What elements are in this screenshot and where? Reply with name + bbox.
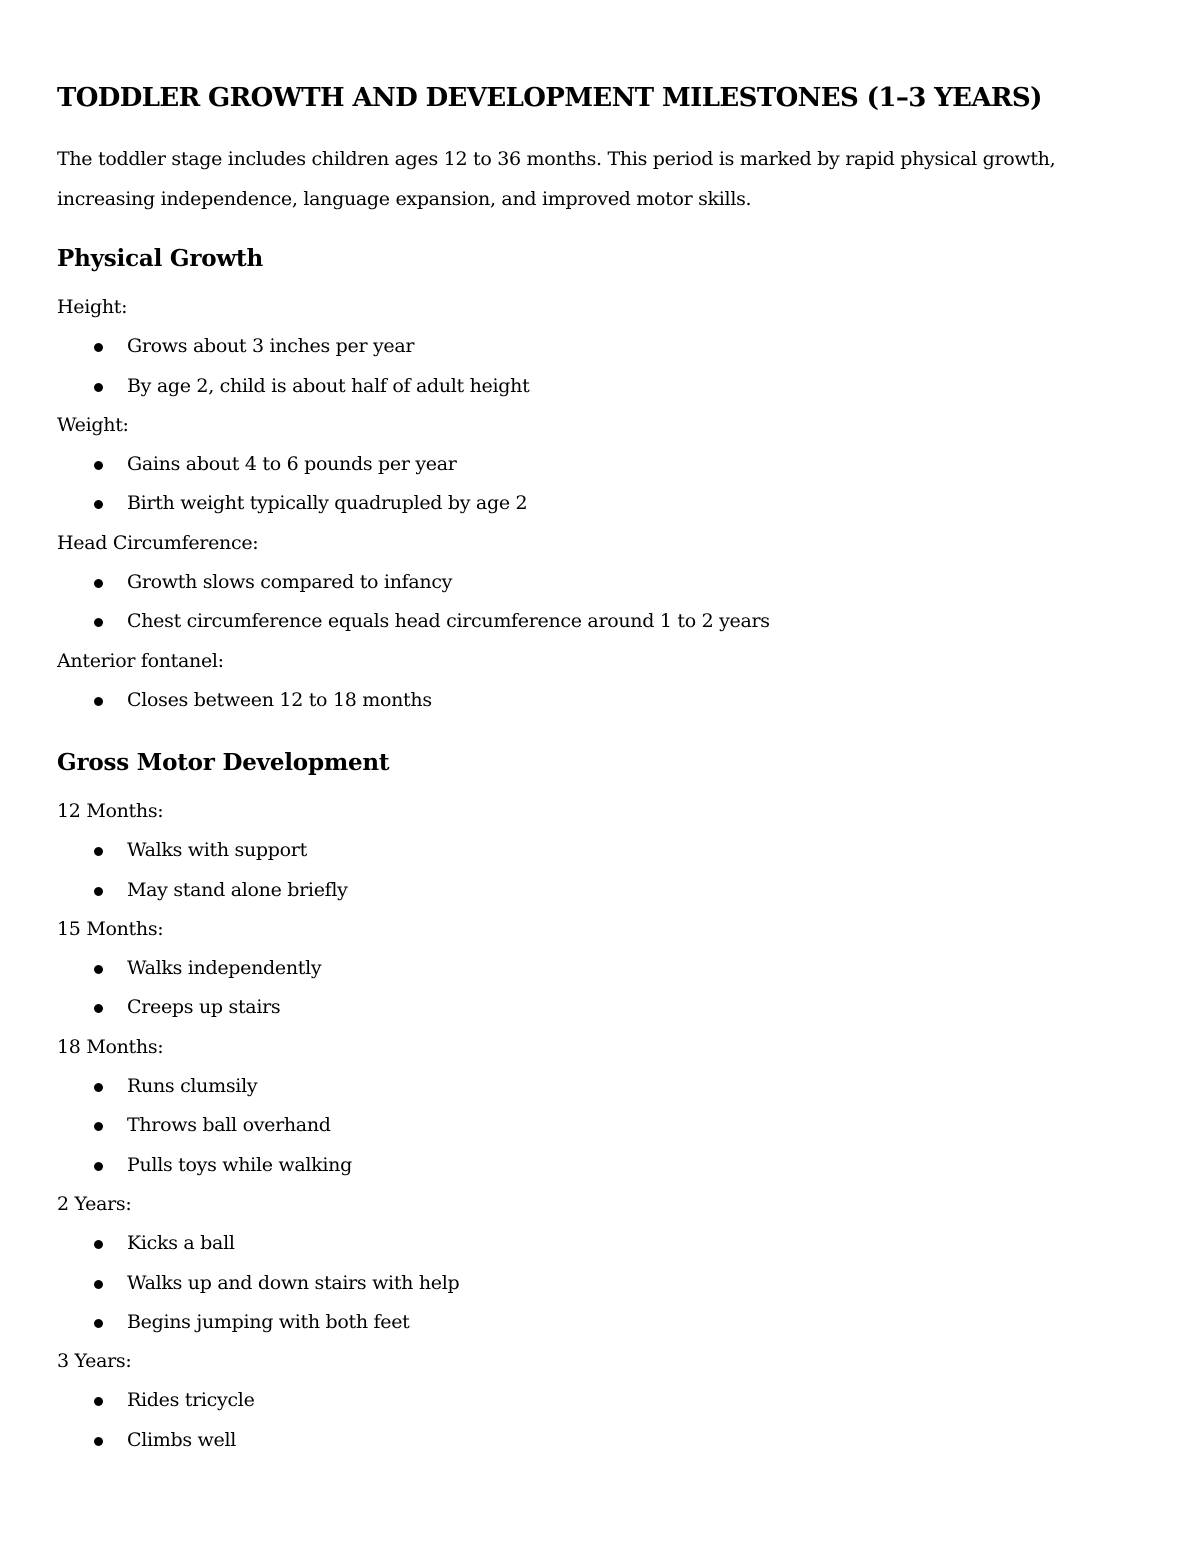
list-item: Begins jumping with both feet xyxy=(57,1303,1147,1342)
bullet-icon xyxy=(94,1319,103,1328)
list-item: Runs clumsily xyxy=(57,1067,1147,1106)
bullet-list xyxy=(57,445,1147,524)
bullet-icon xyxy=(94,1240,103,1249)
bullet-icon xyxy=(94,965,103,974)
group-label: 18 Months: xyxy=(57,1035,164,1058)
list-item: Growth slows compared to infancy xyxy=(57,563,1147,602)
list-item: Gains about 4 to 6 pounds per year xyxy=(57,445,1147,484)
bullet-list xyxy=(57,1067,1147,1185)
group-label: 15 Months: xyxy=(57,917,164,940)
bullet-icon xyxy=(94,461,103,470)
bullet-icon xyxy=(94,697,103,706)
group-label: 12 Months: xyxy=(57,800,164,822)
bullet-icon xyxy=(94,1280,103,1289)
list-item: By age 2, child is about half of adult height xyxy=(57,367,1147,406)
section-heading: Physical Growth xyxy=(57,245,263,272)
section-heading: Gross Motor Development xyxy=(57,749,390,776)
bullet-list xyxy=(57,949,1147,1028)
group-label: Head Circumference: xyxy=(57,531,259,554)
group-label: Anterior fontanel: xyxy=(57,649,224,672)
bullet-icon xyxy=(94,1397,103,1406)
bullet-icon xyxy=(94,343,103,352)
group-label: Weight: xyxy=(57,413,129,436)
list-item: Throws ball overhand xyxy=(57,1106,1147,1145)
bullet-icon xyxy=(94,847,103,856)
list-item: Pulls toys while walking xyxy=(57,1146,1147,1185)
intro-paragraph: The toddler stage includes children ages 12 to 36 months. This period is marked by rapid physical growth, increasing independence, language expansion, and improved motor skills. xyxy=(57,148,1056,210)
bullet-list xyxy=(57,327,1147,406)
bullet-icon xyxy=(94,500,103,509)
bullet-list xyxy=(57,563,1147,642)
list-item: Closes between 12 to 18 months xyxy=(57,681,1147,720)
group-label: Height: xyxy=(57,296,128,318)
group-label: 3 Years: xyxy=(57,1350,132,1373)
list-item: Kicks a ball xyxy=(57,1224,1147,1263)
bullet-icon xyxy=(94,887,103,896)
group-head-circumference xyxy=(57,524,1147,642)
bullet-list xyxy=(57,831,1147,910)
list-item: Grows about 3 inches per year xyxy=(57,327,1147,366)
group-18-months xyxy=(57,1028,1147,1185)
bullet-icon xyxy=(94,618,103,627)
list-item: May stand alone briefly xyxy=(57,871,1147,910)
bullet-list xyxy=(57,1381,1147,1460)
group-15-months xyxy=(57,910,1147,1028)
list-item: Birth weight typically quadrupled by age 2 xyxy=(57,484,1147,523)
group-2-years xyxy=(57,1185,1147,1342)
bullet-icon xyxy=(94,1083,103,1092)
bullet-icon xyxy=(94,1122,103,1131)
list-item: Walks with support xyxy=(57,831,1147,870)
list-item: Walks independently xyxy=(57,949,1147,988)
bullet-icon xyxy=(94,383,103,392)
group-weight xyxy=(57,406,1147,524)
section-physical-growth xyxy=(57,240,1147,720)
group-label: 2 Years: xyxy=(57,1192,132,1215)
bullet-icon xyxy=(94,1162,103,1171)
list-item: Walks up and down stairs with help xyxy=(57,1264,1147,1303)
list-item: Chest circumference equals head circumference around 1 to 2 years xyxy=(57,602,1147,641)
bullet-icon xyxy=(94,1437,103,1446)
group-12-months xyxy=(57,792,1147,910)
list-item: Creeps up stairs xyxy=(57,988,1147,1027)
list-item: Climbs well xyxy=(57,1421,1147,1460)
bullet-icon xyxy=(94,579,103,588)
bullet-list xyxy=(57,1224,1147,1342)
group-anterior-fontanel xyxy=(57,642,1147,721)
bullet-icon xyxy=(94,1004,103,1013)
section-gross-motor-development xyxy=(57,744,1147,1460)
group-height xyxy=(57,288,1147,406)
list-item: Rides tricycle xyxy=(57,1381,1147,1420)
document-title: TODDLER GROWTH AND DEVELOPMENT MILESTONES (1–3 YEARS) xyxy=(57,83,1042,113)
bullet-list xyxy=(57,681,1147,720)
group-3-years xyxy=(57,1342,1147,1460)
